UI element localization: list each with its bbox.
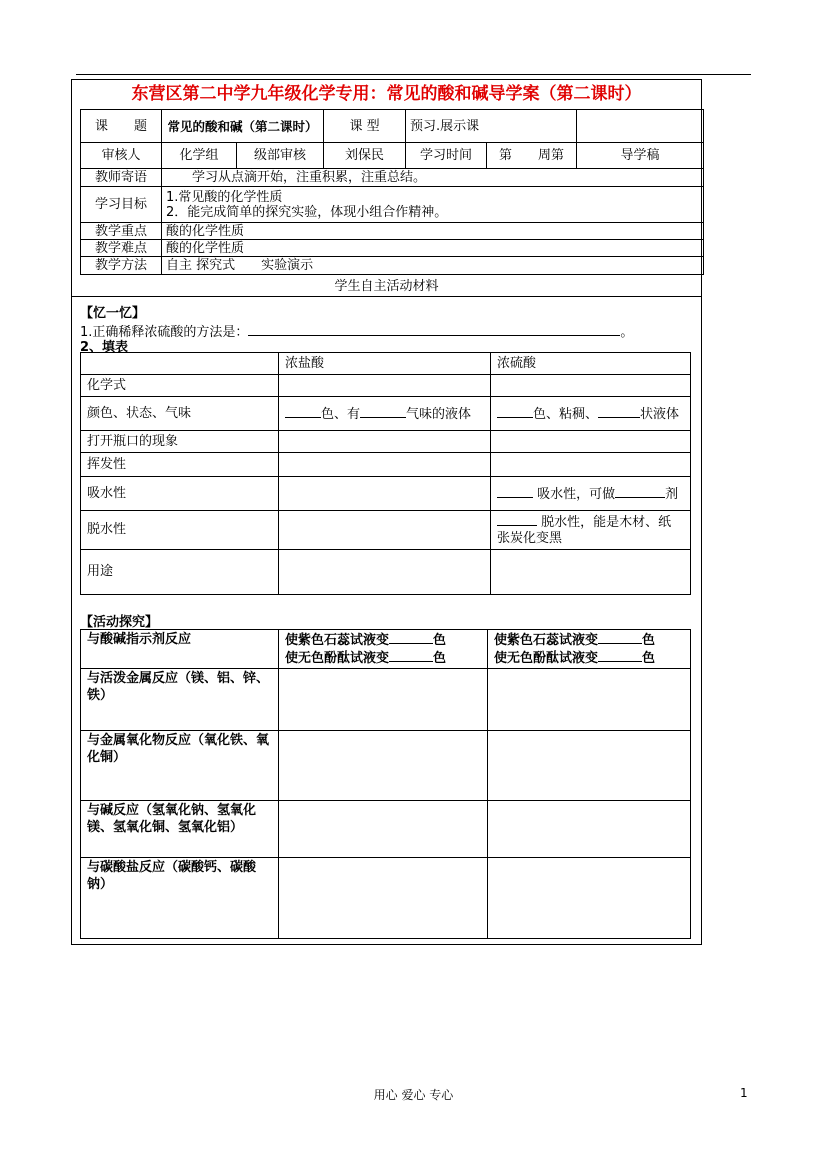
question-1-end: 。 [620,325,634,340]
h2so4-dehydration-text: 脱水性，能是木材、纸张炭化变黑 [497,515,672,546]
properties-table [80,352,691,595]
goals [162,187,704,223]
row-label-volatility: 挥发性 [81,453,279,477]
lesson-type-label: 课 型 [324,110,406,143]
cell-h2so4-formula[interactable] [491,375,691,397]
h2so4-absorption-end: 剂 [665,486,679,502]
base-reaction-hcl[interactable] [279,801,488,858]
reviewer-label: 审核人 [81,143,162,169]
cell-h2so4-dehydration[interactable] [491,511,691,550]
phenol-color: 色 [433,651,447,666]
cell-h2so4-appearance[interactable] [491,397,691,431]
fill-table-heading: 2、填表 [80,340,129,355]
question-1 [80,321,633,340]
cell-h2so4-uses[interactable] [491,550,691,595]
blank-cell [577,110,704,143]
indicator-hcl[interactable] [279,630,488,669]
explore-heading: 【活动探究】 [80,615,159,630]
difficulty: 酸的化学性质 [162,240,704,257]
method-label: 教学方法 [81,257,162,275]
cell-h2so4-volatility[interactable] [491,453,691,477]
cell-hcl-volatility[interactable] [279,453,491,477]
cell-h2so4-water-absorption[interactable] [491,477,691,511]
metal-reaction-hcl[interactable] [279,669,488,731]
base-reaction-h2so4[interactable] [488,801,691,858]
cell-h2so4-opening[interactable] [491,431,691,453]
table-header-hcl: 浓盐酸 [279,353,491,375]
subject-label: 课 题 [81,110,162,143]
phenol-text: 使无色酚酞试液变 [285,651,390,666]
litmus-text: 使紫色石蕊试液变 [285,633,390,648]
carbonate-reaction-label: 与碳酸盐反应（碳酸钙、碳酸钠） [81,858,279,939]
indicator-label: 与酸碱指示剂反应 [81,630,279,669]
grade-review-value: 刘保民 [324,143,406,169]
header-rule [76,74,751,75]
page-title: 东营区第二中学九年级化学专用：常见的酸和碱导学案（第二课时） [131,84,642,104]
recall-heading: 【忆一忆】 [80,306,146,321]
metal-reaction-label: 与活泼金属反应（镁、铝、锌、铁） [81,669,279,731]
study-time-week: 第 周第 [487,143,577,169]
cell-hcl-water-absorption[interactable] [279,477,491,511]
cell-hcl-uses[interactable] [279,550,491,595]
section-rule [71,296,702,297]
litmus-text: 使紫色石蕊试液变 [494,633,599,648]
goal-2: 2．能完成简单的探究实验，体现小组合作精神。 [166,204,448,220]
row-label-appearance: 颜色、状态、气味 [81,397,279,431]
cell-hcl-opening[interactable] [279,431,491,453]
table-header-h2so4: 浓硫酸 [491,353,691,375]
section-title: 学生自主活动材料 [334,279,439,294]
goal-1: 1.常见酸的化学性质 [166,189,283,205]
row-label-uses: 用途 [81,550,279,595]
teacher-message: 学习从点滴开始，注重积累，注重总结。 [162,169,704,187]
row-label-formula: 化学式 [81,375,279,397]
info-table [80,109,704,275]
cell-hcl-formula[interactable] [279,375,491,397]
oxide-reaction-h2so4[interactable] [488,731,691,801]
carbonate-reaction-h2so4[interactable] [488,858,691,939]
method: 自主 探究式 实验演示 [162,257,704,275]
hcl-appearance-text: 色、有 [321,406,361,422]
phenol-color: 色 [642,651,656,666]
guide-label: 导学稿 [577,143,704,169]
goals-label: 学习目标 [81,187,162,223]
study-time-label: 学习时间 [406,143,487,169]
footer-text: 用心 爱心 专心 [373,1088,454,1102]
base-reaction-label: 与碱反应（氢氧化钠、氢氧化镁、氢氧化铜、氢氧化铝） [81,801,279,858]
litmus-color: 色 [642,633,656,648]
oxide-reaction-hcl[interactable] [279,731,488,801]
row-label-dehydration: 脱水性 [81,511,279,550]
grade-review-label: 级部审核 [237,143,324,169]
litmus-color: 色 [433,633,447,648]
h2so4-appearance-end: 状液体 [640,406,680,422]
subject-value: 常见的酸和碱（第二课时） [162,110,324,143]
answer-blank[interactable] [248,323,620,336]
explore-table [80,629,691,939]
h2so4-absorption-text: 吸水性，可做 [537,486,616,502]
hcl-appearance-end: 气味的液体 [406,406,472,422]
row-label-water-absorption: 吸水性 [81,477,279,511]
page-number: 1 [740,1086,748,1100]
table-header-empty [81,353,279,375]
phenol-text: 使无色酚酞试液变 [494,651,599,666]
key-point: 酸的化学性质 [162,223,704,240]
oxide-reaction-label: 与金属氧化物反应（氧化铁、氧化铜） [81,731,279,801]
cell-hcl-dehydration[interactable] [279,511,491,550]
metal-reaction-h2so4[interactable] [488,669,691,731]
reviewer-value: 化学组 [162,143,237,169]
carbonate-reaction-hcl[interactable] [279,858,488,939]
teacher-message-label: 教师寄语 [81,169,162,187]
key-point-label: 教学重点 [81,223,162,240]
row-label-opening: 打开瓶口的现象 [81,431,279,453]
h2so4-appearance-text: 色、粘稠、 [533,406,599,422]
lesson-type-value: 预习.展示课 [406,110,577,143]
difficulty-label: 教学难点 [81,240,162,257]
indicator-h2so4[interactable] [488,630,691,669]
cell-hcl-appearance[interactable] [279,397,491,431]
question-1-text: 1.正确稀释浓硫酸的方法是： [80,325,249,340]
